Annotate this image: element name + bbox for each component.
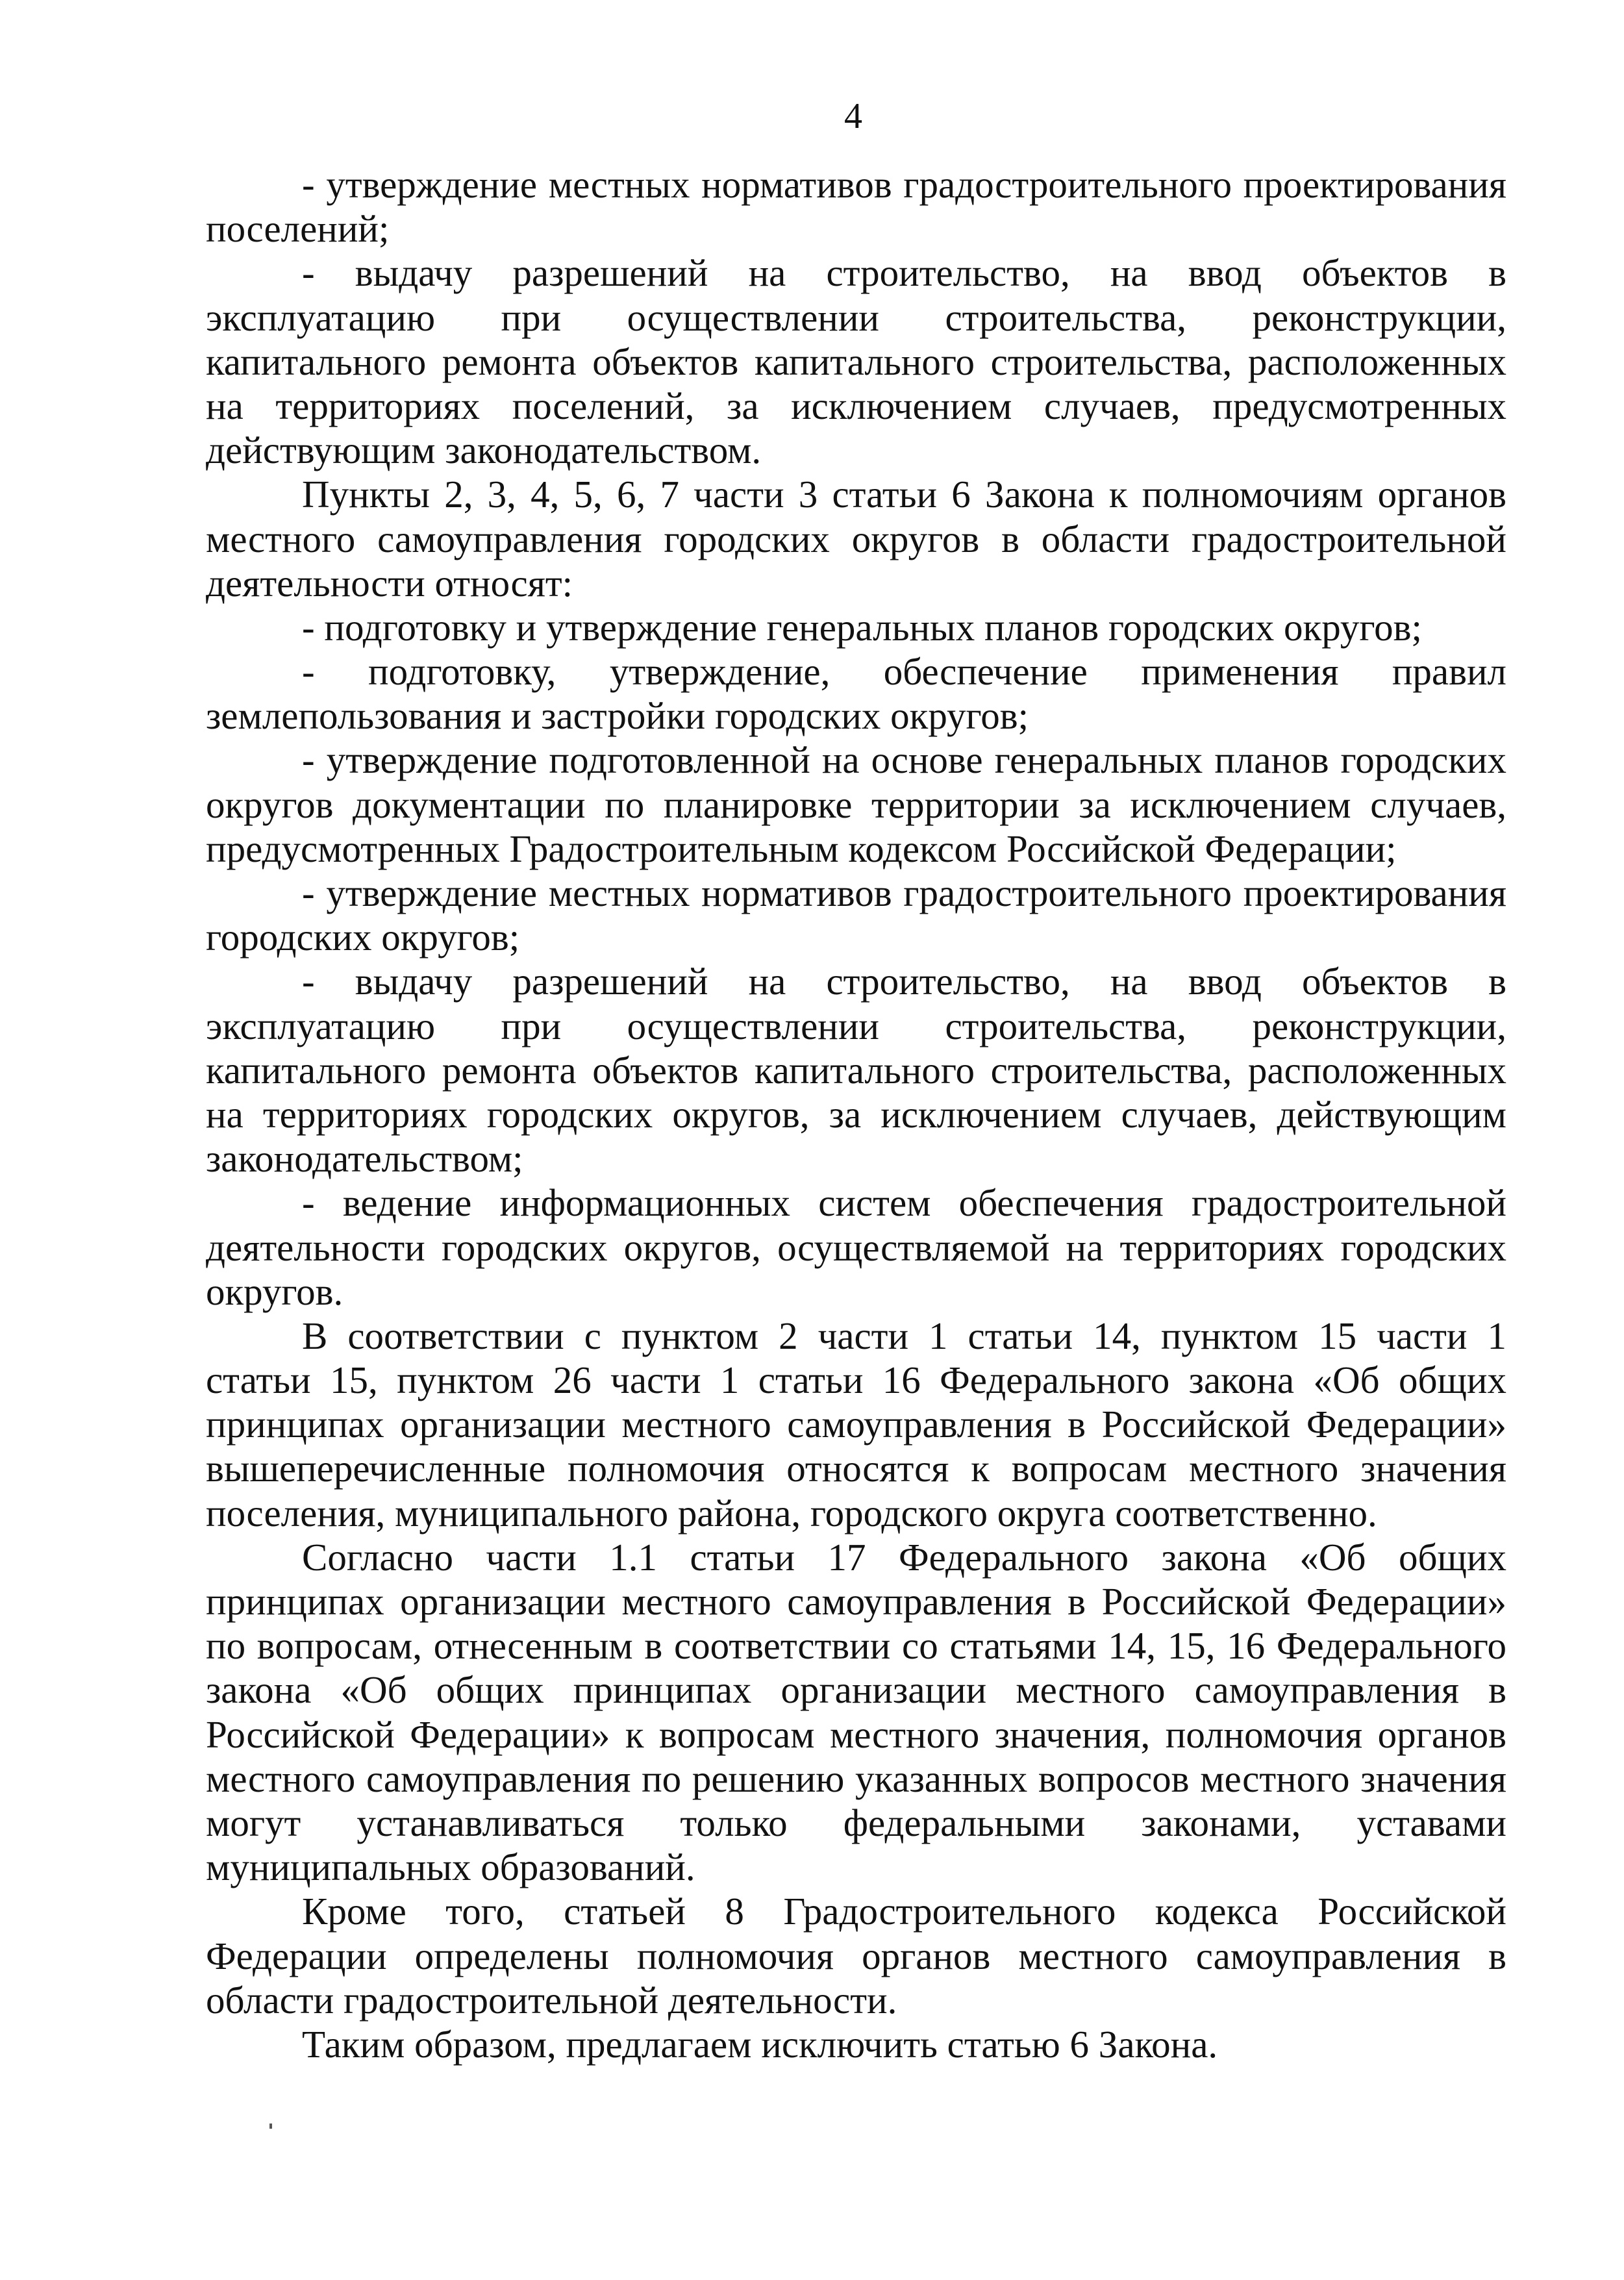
text-line: эксплуатацию при осуществлении строительства, реконструкции, — [206, 1004, 1506, 1047]
paragraph — [206, 162, 1506, 251]
text-line: поселения, муниципального района, городского округа соответственно. — [206, 1491, 1377, 1535]
text-line: по вопросам, отнесенным в соответствии со статьями 14, 15, 16 Федерального — [206, 1624, 1506, 1668]
text-line: деятельности городских округов, осуществляемой на территориях городских — [206, 1225, 1506, 1269]
text-line: Кроме того, статьей 8 Градостроительного кодекса Российской — [302, 1890, 1506, 1933]
text-line: действующим законодательством. — [206, 429, 762, 472]
text-line: Согласно части 1.1 статьи 17 Федерального закона «Об общих — [302, 1535, 1506, 1579]
text-line: Российской Федерации» к вопросам местного значения, полномочия органов — [206, 1712, 1506, 1756]
text-line: эксплуатацию при осуществлении строительства, реконструкции, — [206, 295, 1506, 339]
paragraph — [206, 605, 1506, 649]
text-line: на территориях городских округов, за исключением случаев, действующим — [206, 1092, 1506, 1136]
text-line: - утверждение местных нормативов градостроительного проектирования — [302, 871, 1506, 914]
text-line: - подготовку и утверждение генеральных планов городских округов; — [302, 605, 1422, 649]
paragraph — [206, 251, 1506, 472]
scan-speck — [269, 2123, 272, 2129]
text-line: законодательством; — [206, 1137, 523, 1181]
text-line: В соответствии с пунктом 2 части 1 статьи 14, пунктом 15 части 1 — [302, 1314, 1506, 1357]
paragraph — [206, 1535, 1506, 1890]
text-line: округов документации по планировке территории за исключением случаев, — [206, 783, 1506, 826]
paragraph — [206, 738, 1506, 871]
text-line: поселений; — [206, 207, 390, 251]
text-line: предусмотренных Градостроительным кодексом Российской Федерации; — [206, 827, 1397, 870]
text-line: закона «Об общих принципах организации местного самоуправления в — [206, 1668, 1506, 1712]
paragraph — [206, 959, 1506, 1181]
paragraph — [206, 1314, 1506, 1535]
text-line: землепользования и застройки городских округов; — [206, 694, 1029, 738]
paragraph — [206, 649, 1506, 738]
text-line: статьи 15, пунктом 26 части 1 статьи 16 Федерального закона «Об общих — [206, 1359, 1506, 1402]
text-line: - выдачу разрешений на строительство, на ввод объектов в — [302, 251, 1506, 295]
text-line: местного самоуправления по решению указанных вопросов местного значения — [206, 1757, 1506, 1800]
text-line: муниципальных образований. — [206, 1846, 695, 1889]
text-line: капитального ремонта объектов капитального строительства, расположенных — [206, 340, 1506, 383]
text-line: вышеперечисленные полномочия относятся к вопросам местного значения — [206, 1447, 1506, 1490]
text-line: капитального ремонта объектов капитального строительства, расположенных — [206, 1048, 1506, 1092]
paragraph — [206, 871, 1506, 959]
text-line: - утверждение подготовленной на основе генеральных планов городских — [302, 738, 1506, 782]
paragraph — [206, 2022, 1506, 2066]
paragraph — [206, 1181, 1506, 1314]
text-line: - утверждение местных нормативов градостроительного проектирования — [302, 163, 1506, 206]
text-line: на территориях поселений, за исключением случаев, предусмотренных — [206, 384, 1506, 427]
text-line: Таким образом, предлагаем исключить статью 6 Закона. — [302, 2022, 1218, 2066]
text-line: Федерации определены полномочия органов местного самоуправления в — [206, 1934, 1506, 1977]
text-line: деятельности относят: — [206, 561, 573, 605]
paragraph — [206, 472, 1506, 605]
text-line: - ведение информационных систем обеспечения градостроительной — [302, 1181, 1506, 1225]
text-line: Пункты 2, 3, 4, 5, 6, 7 части 3 статьи 6 Закона к полномочиям органов — [302, 473, 1506, 516]
page-number: 4 — [844, 96, 862, 136]
text-line: области градостроительной деятельности. — [206, 1978, 897, 2022]
text-line: - подготовку, утверждение, обеспечение применения правил — [302, 650, 1506, 694]
paragraph — [206, 1889, 1506, 2022]
text-line: принципах организации местного самоуправления в Российской Федерации» — [206, 1580, 1506, 1623]
text-line: городских округов; — [206, 916, 520, 959]
text-line: принципах организации местного самоуправления в Российской Федерации» — [206, 1403, 1506, 1446]
document-body — [206, 162, 1506, 2066]
text-line: могут устанавливаться только федеральными законами, уставами — [206, 1801, 1506, 1844]
text-line: местного самоуправления городских округов в области градостроительной — [206, 517, 1506, 560]
text-line: округов. — [206, 1270, 344, 1313]
text-line: - выдачу разрешений на строительство, на ввод объектов в — [302, 960, 1506, 1003]
